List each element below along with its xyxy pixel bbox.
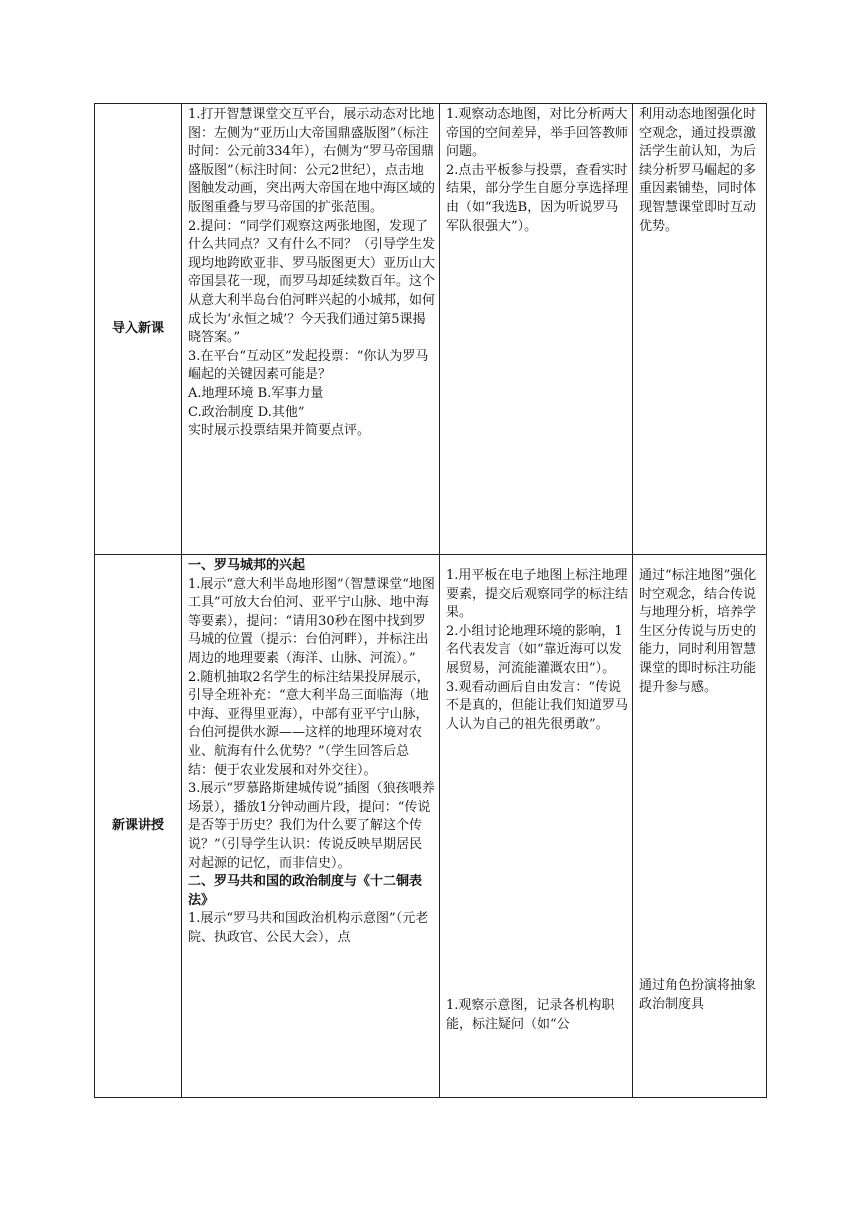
paragraph: 3.在平台“互动区”发起投票：“你认为罗马崛起的关键因素可能是？ <box>188 348 429 383</box>
lesson-plan-table <box>94 103 767 1098</box>
paragraph: 利用动态地图强化时空观念，通过投票激活学生前认知，为后续分析罗马崛起的多重因素铺垫，同时体现智慧课堂即时互动优势。 <box>639 107 757 234</box>
paragraph: 2.提问：“同学们观察这两张地图，发现了什么共同点？又有什么不同？（引导学生发现均地跨欧亚非、罗马版图更大）亚历山大帝国昙花一现，而罗马却延续数百年。这个从意大利半岛台伯河畔兴起的小城邦，如何成长为‘永恒之城’？今天我们通过第5课揭晓答案。” <box>188 218 436 346</box>
paragraph: 通过角色扮演将抽象政治制度具 <box>639 978 757 1012</box>
design-intent-cell <box>633 555 767 1098</box>
paragraph: 2.小组讨论地理环境的影响，1名代表发言（如“靠近海可以发展贸易，河流能灌溉农田”）。 <box>446 623 623 676</box>
paragraph: 1.打开智慧课堂交互平台，展示动态对比地图：左侧为“亚历山大帝国鼎盛版图”（标注时间：公元前334年），右侧为“罗马帝国鼎盛版图”（标注时间：公元2世纪），点击地图触发动画，突出两大帝国在地中海区域的版图重叠与罗马帝国的扩张范围。 <box>188 107 436 215</box>
student-activity-cell <box>440 555 633 1098</box>
table-row <box>95 104 767 555</box>
stage-cell: 导入新课 <box>95 104 182 555</box>
paragraph: 2.点击平板参与投票，查看实时结果，部分学生自愿分享选择理由（如“我选B，因为听说罗马军队很强大”）。 <box>446 162 629 234</box>
paragraph: 1.展示“罗马共和国政治机构示意图”（元老院、执政官、公民大会），点 <box>188 911 429 945</box>
paragraph: 3.观看动画后自由发言：“传说不是真的，但能让我们知道罗马人认为自己的祖先很勇敢”。 <box>446 679 629 732</box>
student-activity-cell <box>440 104 633 555</box>
paragraph: 1.展示“意大利半岛地形图”（智慧课堂“地图工具”可放大台伯河、亚平宁山脉、地中海等要素），提问：“请用30秒在图中找到罗马城的位置（提示：台伯河畔），并标注出周边的地理要素（海洋、山脉、河流）。” <box>188 576 435 666</box>
teacher-activity-cell <box>182 104 440 555</box>
paragraph: 1.观察动态地图，对比分析两大帝国的空间差异，举手回答教师问题。 <box>446 107 629 160</box>
paragraph: 1.观察示意图，记录各机构职能，标注疑问（如“公 <box>446 998 615 1032</box>
paragraph: 实时展示投票结果并简要点评。 <box>188 423 371 439</box>
paragraph: 2.随机抽取2名学生的标注结果投屏展示，引导全班补充：“意大利半岛三面临海（地中海、亚得里亚海），中部有亚平宁山脉，台伯河提供水源——这样的地理环境对农业、航海有什么优势？”（学生回答后总结：便于农业发展和对外交往）。 <box>188 669 430 778</box>
paragraph: 通过“标注地图”强化时空观念，结合传说与地理分析，培养学生区分传说与历史的能力，同时利用智慧课堂的即时标注功能提升参与感。 <box>639 568 757 695</box>
section-heading: 一、罗马城邦的兴起 <box>188 558 306 573</box>
paragraph: 1.用平板在电子地图上标注地理要素，提交后观察同学的标注结果。 <box>446 568 629 621</box>
paragraph: C.政治制度 D.其他” <box>188 404 305 420</box>
paragraph: A.地理环境 B.军事力量 <box>188 385 324 401</box>
stage-cell: 新课讲授 <box>95 555 182 1098</box>
paragraph: 3.展示“罗慕路斯建城传说”插图（狼孩喂养场景），播放1分钟动画片段，提问：“传说是否等于历史？我们为什么要了解这个传说？”（引导学生认识：传说反映早期居民对起源的记忆，而非信史）。 <box>188 781 435 871</box>
design-intent-cell <box>633 104 767 555</box>
teacher-activity-cell <box>182 555 440 1098</box>
table-row <box>95 555 767 1098</box>
section-heading: 二、罗马共和国的政治制度与《十二铜表法》 <box>188 874 423 908</box>
